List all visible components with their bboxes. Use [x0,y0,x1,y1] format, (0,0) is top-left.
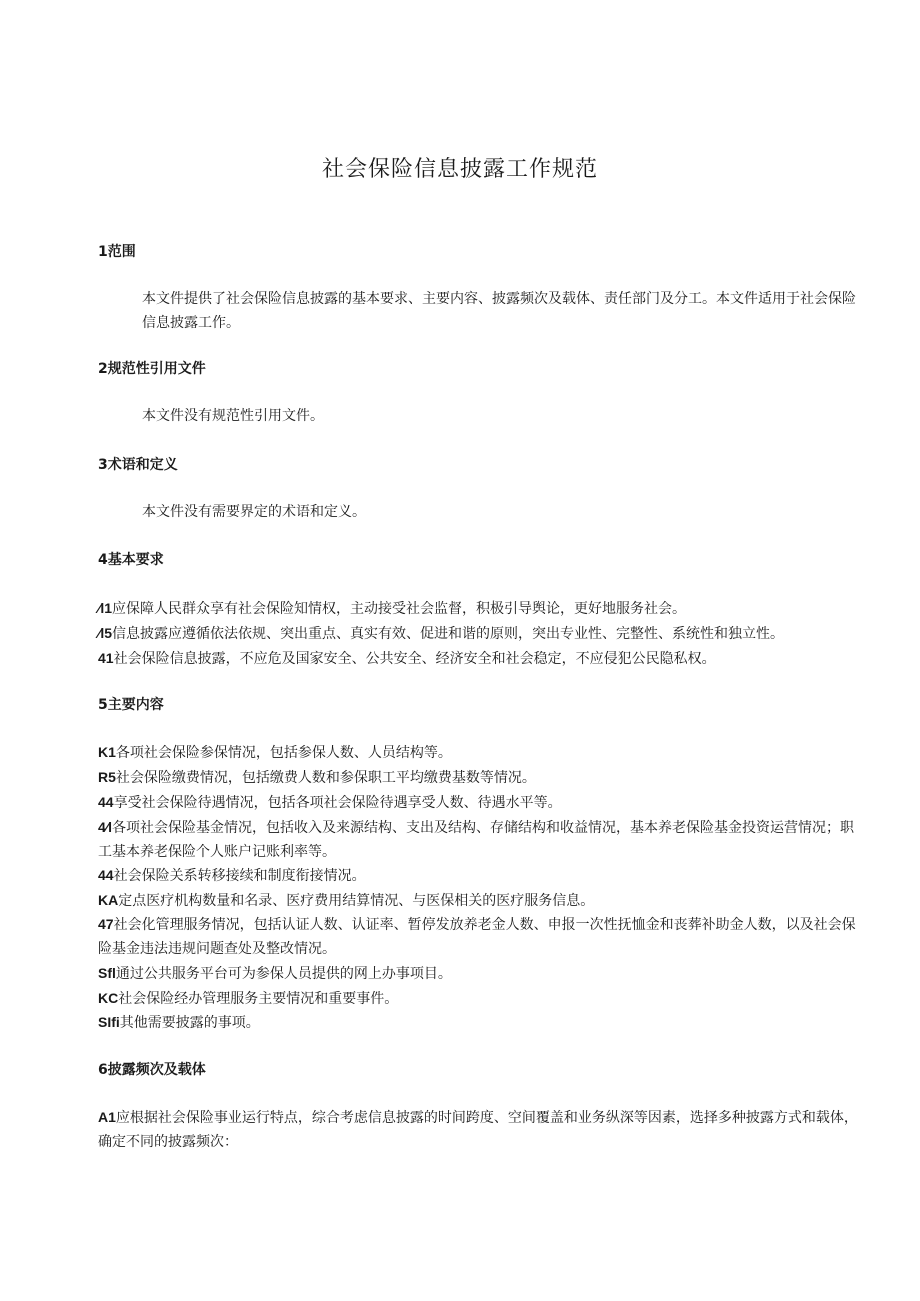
section-heading-scope: 1范围 [98,244,136,260]
item-text: 通过公共服务平台可为参保人员提供的网上办事项目。 [115,966,452,982]
list-item [98,815,860,864]
item-text: 社会保险关系转移接续和制度衔接情况。 [113,868,366,884]
item-number: KA [98,892,119,908]
item-number: A1 [98,1109,116,1125]
item-text: 其他需要披露的事项。 [119,1015,260,1031]
item-text: 信息披露应遵循依法依规、突出重点、真实有效、促进和谐的原则，突出专业性、完整性、系统性和独立性。 [112,626,785,642]
item-text: 社会保险缴费情况，包括缴费人数和参保职工平均缴费基数等情况。 [115,770,536,786]
list-item [98,621,860,646]
section-heading-terms: 3术语和定义 [98,457,178,473]
section-heading-main-content: 5主要内容 [98,697,164,713]
item-number: 47 [98,916,114,932]
section-paragraph-normative-references: 本文件没有规范性引用文件。 [142,408,324,424]
item-number: 41 [98,650,114,666]
item-number: SIfi [98,1014,120,1030]
list-item [98,740,860,765]
list-item [98,1105,860,1154]
item-text: 享受社会保险待遇情况，包括各项社会保险待遇享受人数、待遇水平等。 [113,795,562,811]
item-number: 44 [98,867,114,883]
item-text: 定点医疗机构数量和名录、医疗费用结算情况、与医保相关的医疗服务信息。 [118,893,595,909]
list-item [98,790,860,815]
section-paragraph-terms: 本文件没有需要界定的术语和定义。 [142,504,366,520]
item-number: R5 [98,769,116,785]
list-item [98,863,860,888]
item-number: KC [98,990,119,1006]
item-text: 社会保险信息披露，不应危及国家安全、公共安全、经济安全和社会稳定，不应侵犯公民隐私权。 [113,651,716,667]
item-text: 应保障人民群众享有社会保险知情权，主动接受社会监督，积极引导舆论，更好地服务社会。 [112,601,687,617]
list-item [98,912,860,961]
section-heading-disclosure-frequency: 6披露频次及载体 [98,1062,206,1078]
page-title: 社会保险信息披露工作规范 [321,157,598,182]
list-item [98,888,860,913]
item-number: ⁄l5 [98,625,113,641]
item-number: 44 [98,794,114,810]
item-text: 各项社会保险基金情况，包括收入及来源结构、支出及结构、存储结构和收益情况，基本养老保险基金投资运营情况；职工基本养老保险个人账户记账利率等。 [98,820,855,860]
item-number: 4⁄l [98,819,113,835]
section-paragraph-scope: 本文件提供了社会保险信息披露的基本要求、主要内容、披露频次及载体、责任部门及分工。本文件适用于社会保险信息披露工作。 [142,291,856,331]
list-item [98,765,860,790]
item-text: 社会保险经办管理服务主要情况和重要事件。 [118,991,399,1007]
item-text: 应根据社会保险事业运行特点，综合考虑信息披露的时间跨度、空间覆盖和业务纵深等因素，选择多种披露方式和载体，确定不同的披露频次： [98,1110,858,1150]
list-item [98,1010,860,1035]
item-text: 社会化管理服务情况，包括认证人数、认证率、暂停发放养老金人数、申报一次性抚恤金和丧葬补助金人数，以及社会保险基金违法违规问题查处及整改情况。 [98,917,856,957]
item-text: 各项社会保险参保情况，包括参保人数、人员结构等。 [115,745,452,761]
list-item [98,986,860,1011]
item-number: K1 [98,744,116,760]
item-number: ⁄l1 [98,600,113,616]
item-number: Sfl [98,965,116,981]
section-heading-normative-references: 2规范性引用文件 [98,361,206,377]
section-heading-basic-requirements: 4基本要求 [98,552,164,568]
list-item [98,596,860,621]
list-item [98,961,860,986]
list-item [98,646,860,671]
